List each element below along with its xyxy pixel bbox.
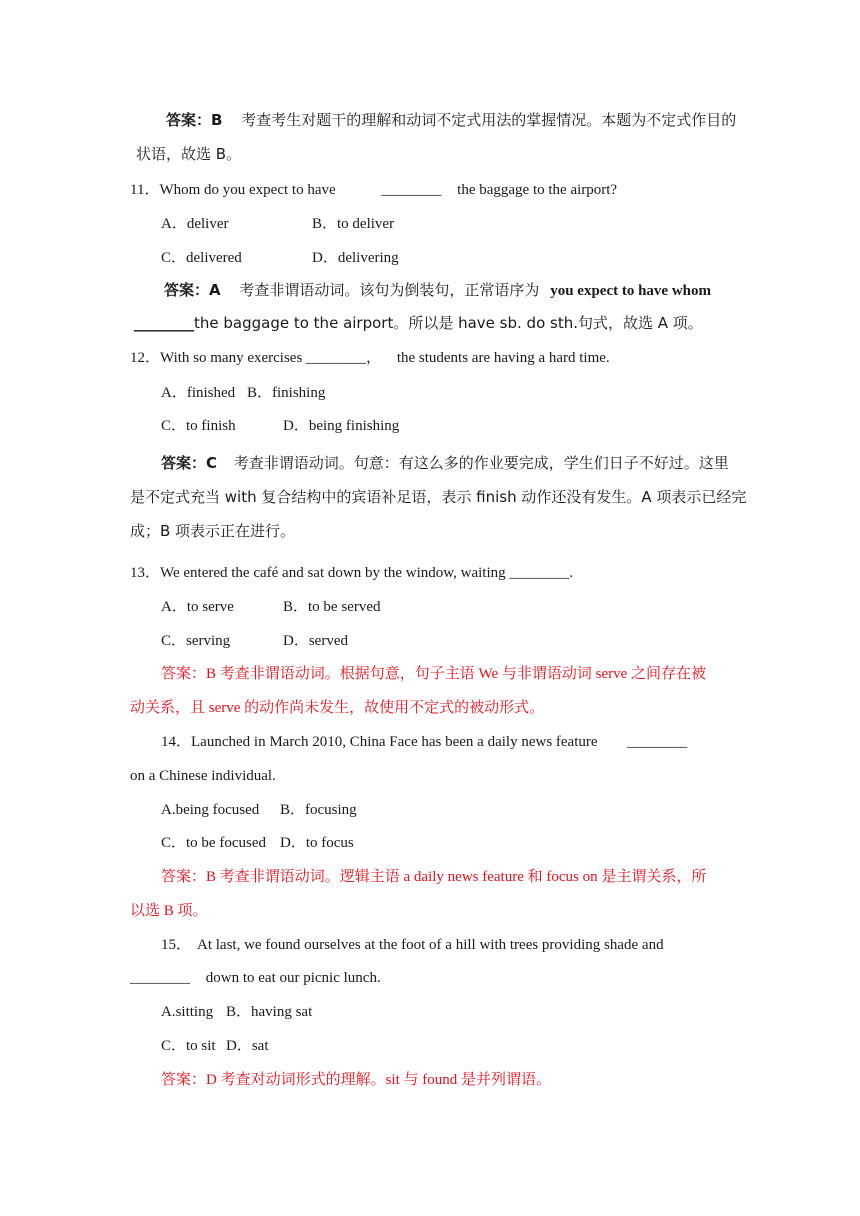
stem-text: Whom do you expect to have bbox=[159, 182, 336, 198]
answer-text: 考查考生对题干的理解和动词不定式用法的掌握情况。本题为不定式作目的 bbox=[241, 111, 737, 129]
answer-12-line2: 是不定式充当 with 复合结构中的宾语补足语，表示 finish 动作还没有发生。A 项表示已经完 bbox=[130, 488, 747, 506]
answer-14-line1: 答案：B 考查非谓语动词。逻辑主语 a daily news feature 和 focus on 是主谓关系，所 bbox=[161, 869, 707, 885]
option-c: C．to sit bbox=[161, 1038, 216, 1054]
option-c: C．delivered bbox=[161, 250, 242, 266]
option-c: C．to be focused bbox=[161, 835, 266, 851]
option-b: B．finishing bbox=[247, 385, 326, 401]
stem-text: At last, we found ourselves at the foot of a hill with trees providing shade and bbox=[197, 937, 664, 953]
stem-text: the students are having a hard time. bbox=[396, 350, 610, 366]
question-number: 13． bbox=[130, 565, 161, 581]
answer-blank: ________ bbox=[627, 734, 688, 750]
answer-15-line1: 答案：D 考查对动词形式的理解。sit 与 found 是并列谓语。 bbox=[161, 1072, 552, 1088]
answer-12-line1 bbox=[161, 453, 729, 473]
option-c: C．to finish bbox=[161, 418, 236, 434]
answer-label: 答案：A bbox=[164, 281, 221, 299]
question-15-stem-line1 bbox=[161, 935, 664, 955]
stem-text: With so many exercises bbox=[160, 350, 303, 366]
question-15-stem-line2 bbox=[130, 968, 381, 988]
question-14-stem-line1 bbox=[161, 732, 687, 752]
option-a: A．to serve bbox=[161, 599, 234, 615]
answer-11-line1 bbox=[164, 280, 711, 301]
answer-text-en: you expect to have whom bbox=[550, 283, 712, 299]
option-a: A．finished bbox=[161, 385, 236, 401]
option-d: D．served bbox=[283, 633, 348, 649]
option-b: B．having sat bbox=[226, 1004, 313, 1020]
option-b: B．to be served bbox=[283, 599, 381, 615]
option-c: C．serving bbox=[161, 633, 231, 649]
answer-blank: ________， bbox=[306, 350, 382, 366]
option-d: D．to focus bbox=[280, 835, 354, 851]
stem-text: down to eat our picnic lunch. bbox=[205, 970, 381, 986]
answer-label: 答案：B bbox=[166, 111, 223, 129]
question-number: 11． bbox=[130, 182, 160, 198]
answer-12-line3: 成；B 项表示正在进行。 bbox=[130, 522, 296, 540]
answer-blank: ________ bbox=[134, 314, 194, 332]
option-d: D．delivering bbox=[312, 250, 399, 266]
option-b: B．focusing bbox=[280, 802, 357, 818]
question-14-stem-line2: on a Chinese individual. bbox=[130, 768, 276, 784]
answer-text: the baggage to the airport。所以是 have sb. do sth.句式，故选 A 项。 bbox=[194, 314, 703, 332]
stem-text: Launched in March 2010, China Face has been a daily news feature bbox=[191, 734, 598, 750]
answer-11-line2 bbox=[134, 313, 703, 333]
option-a: A．deliver bbox=[161, 216, 229, 232]
answer-10-line1 bbox=[166, 110, 736, 130]
answer-13-line2: 动关系，且 serve 的动作尚未发生，故使用不定式的被动形式。 bbox=[130, 700, 545, 716]
question-12-stem bbox=[130, 348, 610, 368]
option-d: D．sat bbox=[226, 1038, 269, 1054]
question-11-stem bbox=[130, 180, 617, 200]
answer-text: 考查非谓语动词。句意：有这么多的作业要完成，学生们日子不好过。这里 bbox=[233, 454, 729, 472]
answer-14-line2: 以选 B 项。 bbox=[130, 903, 208, 919]
question-13-stem bbox=[130, 563, 573, 583]
question-number: 14． bbox=[161, 734, 192, 750]
stem-text: We entered the café and sat down by the window, waiting ________. bbox=[160, 565, 574, 581]
option-a: A.sitting bbox=[161, 1004, 214, 1020]
option-b: B．to deliver bbox=[312, 216, 395, 232]
answer-13-line1: 答案：B 考查非谓语动词。根据句意，句子主语 We 与非谓语动词 serve 之间存在被 bbox=[161, 666, 707, 682]
answer-blank: ________ bbox=[381, 182, 442, 198]
option-d: D．being finishing bbox=[283, 418, 400, 434]
answer-blank: ________ bbox=[130, 970, 190, 986]
option-a: A.being focused bbox=[161, 802, 260, 818]
question-number: 12． bbox=[130, 350, 161, 366]
stem-text: the baggage to the airport? bbox=[457, 182, 618, 198]
answer-text: 考查非谓语动词。该句为倒装句，正常语序为 bbox=[239, 281, 540, 299]
answer-label: 答案：C bbox=[161, 454, 218, 472]
answer-10-line2: 状语，故选 B。 bbox=[136, 145, 242, 163]
question-number: 15． bbox=[161, 937, 192, 953]
